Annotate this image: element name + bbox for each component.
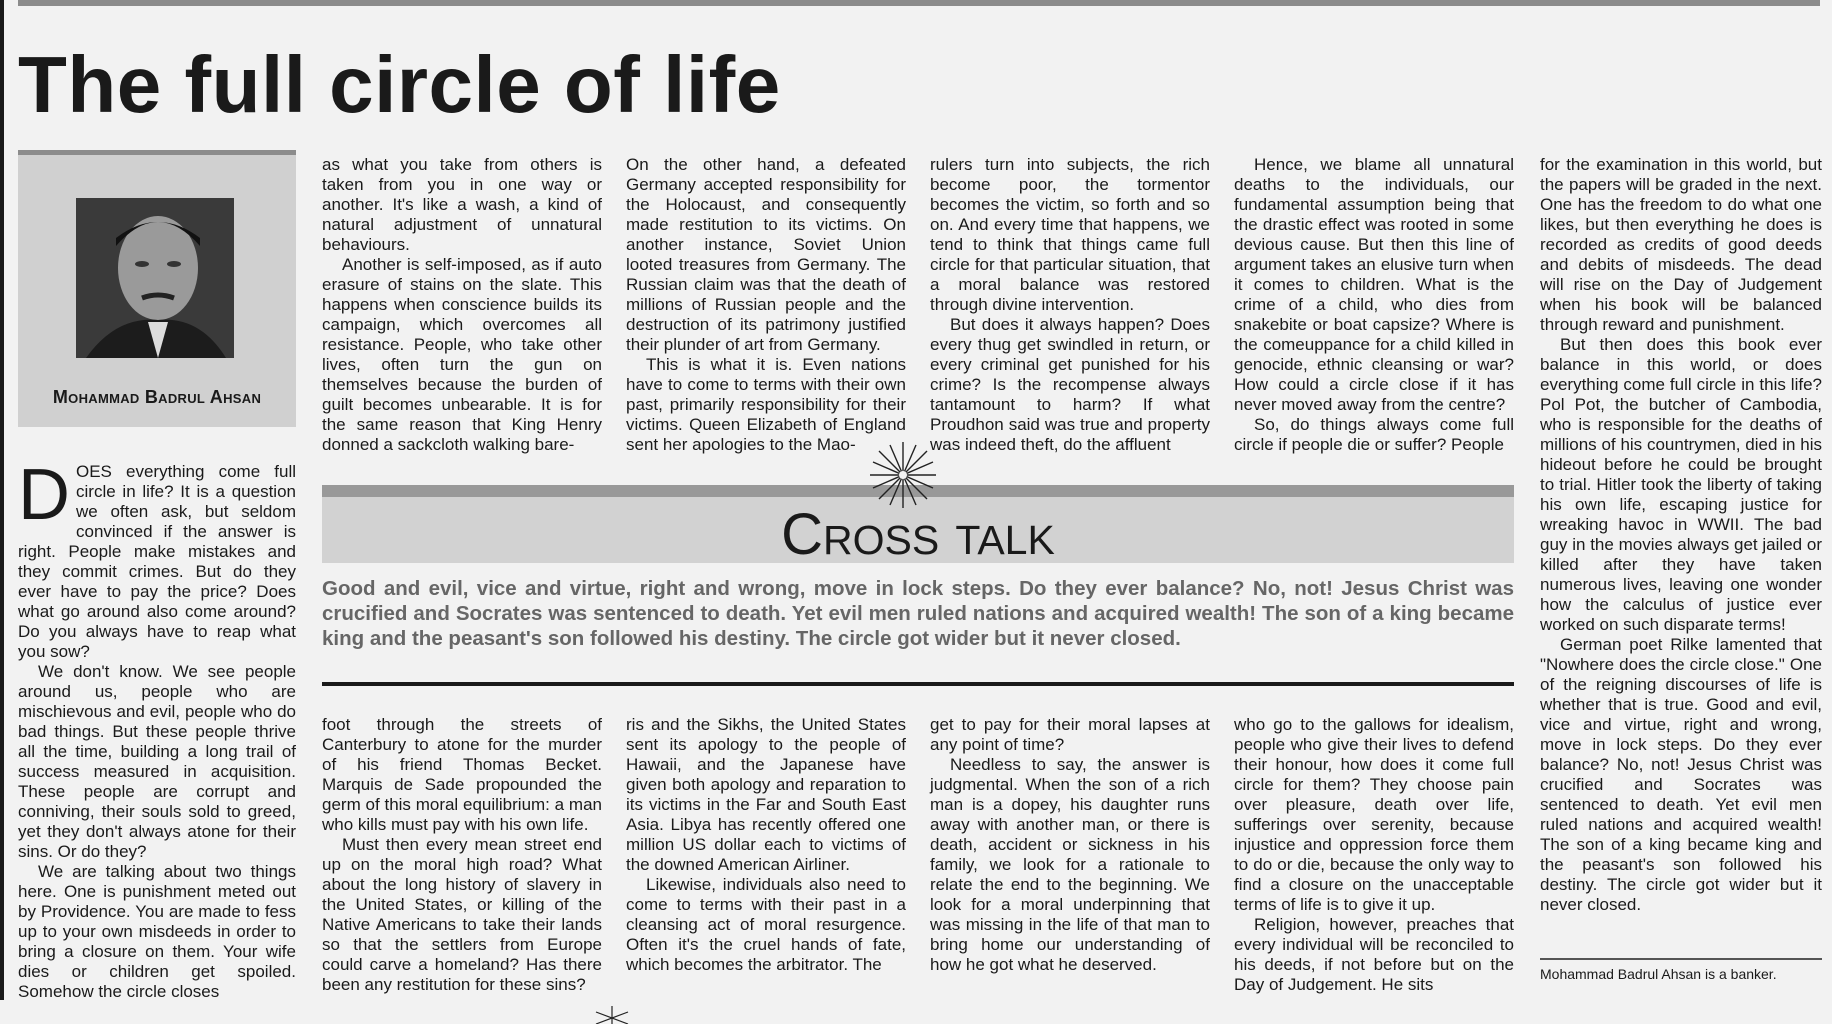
paragraph: Another is self-imposed, as if auto erasure of stains on the slate. This happens when conscience builds its campaign, which overcomes all resistance. People, who take other lives, often turn the gun on themselves because the burden of guilt becomes unbearable. It is for the same reason that King Henry donned a sackcloth walking bare- [322, 255, 602, 454]
paragraph: So, do things always come full circle if people die or suffer? People [1234, 415, 1514, 454]
article-column-6 [1540, 155, 1822, 915]
author-portrait-icon [76, 198, 234, 358]
author-box [18, 150, 296, 427]
paragraph: Needless to say, the answer is judgmental. When the son of a rich man is a dopey, his daughter runs away with another man, or there is death, accident or sickness in his family, we look for a rationale to relate the end to the beginning. We look for a moral underpinning that was missing in the life of that man to bring home our understanding of how he got what he deserved. [930, 755, 1210, 974]
paragraph: This is what it is. Even nations have to come to terms with their own past, primarily responsibility for their victims. Queen Elizabeth of England sent her apologies to the Mao- [626, 355, 906, 454]
section-divider [322, 682, 1514, 686]
drop-cap: D [18, 455, 70, 535]
paragraph: Must then every mean street end up on the moral high road? What about the long history of slavery in the United States, or killing of the Native Americans to take their lands so that the settlers from Europe could carve a homeland? Has there been any restitution for these sins? [322, 835, 602, 994]
paragraph: rulers turn into subjects, the rich become poor, the tormentor becomes the victim, so forth and so on. And every time that happens, we tend to think that things came full circle for that particular situation, that a moral balance was restored through divine intervention. [930, 155, 1210, 314]
paragraph: foot through the streets of Canterbury to atone for the murder of his friend Thomas Becket. Marquis de Sade propounded the germ of this moral equilibrium: a man who kills must pay with his own life. [322, 715, 602, 834]
paragraph: OES everything come full circle in life? It is a question we often ask, but seldom convinced if the answer is right. People make mistakes and they commit crimes. But do they ever have to pay the price? Does what go around also come around? Do you always have to reap what you sow? [18, 462, 296, 661]
article-column-3-top [626, 155, 906, 455]
paragraph: get to pay for their moral lapses at any point of time? [930, 715, 1210, 754]
paragraph: who go to the gallows for idealism, people who give their lives to defend their honour, how does it come full circle for them? They choose pain over pleasure, death over life, sufferings over serenity, because injustice and oppression force them to do or die, because the only way to find a closure on the unacceptable terms of life is to give it up. [1234, 715, 1514, 914]
paragraph: for the examination in this world, but the papers will be graded in the next. One has the freedom to do what one likes, but then everything he does is recorded as credits of good deeds and debits of misdeeds. The dead will rise on the Day of Judgement when his book will be balanced through reward and punishment. [1540, 155, 1822, 334]
paragraph: ris and the Sikhs, the United States sent its apology to the people of Hawaii, and the Japanese have given both apology and reparation to its victims in the Far and South East Asia. Libya has recently offered one million US dollar each to victims of the downed American Airliner. [626, 715, 906, 874]
headline: The full circle of life [18, 40, 781, 129]
paragraph: But then does this book ever balance in this world, or does everything come full circle in this life? Pol Pot, the butcher of Cambodia, who is responsible for the deaths of millions of his countrymen, died in his hideout before he could be brought to trial. Hitler took the liberty of taking his own life, escaping justice for wreaking havoc in WWII. The bad guy in the movies always get jailed or killed after they have taken numerous lives, leaving one wonder how the calculus of justice ever worked on such disparate terms! [1540, 335, 1822, 634]
paragraph: On the other hand, a defeated Germany accepted responsibility for the Holocaust, and consequently made restitution to its victims. On another instance, Soviet Union looted treasures from Germany. The Russian claim was that the death of millions of Russian people and the destruction of its patrimony justified their plunder of art from Germany. [626, 155, 906, 354]
article-column-4-top [930, 155, 1210, 455]
article-column-5-top [1234, 155, 1514, 455]
author-footnote: Mohammad Badrul Ahsan is a banker. [1540, 966, 1777, 982]
paragraph: Religion, however, preaches that every individual will be reconciled to his deeds, if not before but on the Day of Judgement. He sits [1234, 915, 1514, 994]
paragraph: We are talking about two things here. One is punishment meted out by Providence. You are made to fess up to your own misdeeds in order to bring a closure on them. Your wife dies or children get spoiled. Somehow the circle closes [18, 862, 296, 1001]
article-column-2-top [322, 155, 602, 455]
article-column-2-bottom [322, 715, 602, 995]
article-column-5-bottom [1234, 715, 1514, 995]
paragraph: as what you take from others is taken from you in one way or another. It's like a wash, a kind of natural adjustment of unnatural behaviours. [322, 155, 602, 254]
article-column-1 [18, 455, 296, 1002]
paragraph: Likewise, individuals also need to come to terms with their past in a cleansing act of moral resurgence. Often it's the cruel hands of fate, which becomes the arbitrator. The [626, 875, 906, 974]
paragraph: We don't know. We see people around us, people who are mischievous and evil, people who do bad things. But these people thrive all the time, building a long trail of success measured in acquisition. These people are corrupt and conniving, their souls sold to greed, yet they don't always atone for their sins. Or do they? [18, 662, 296, 861]
starburst-small-icon [590, 1004, 634, 1024]
paragraph: German poet Rilke lamented that "Nowhere does the circle close." One of the reigning discourses of life is whether that is true. Good and evil, vice and virtue, right and wrong, move in lock steps. Do they ever balance? No, not! Jesus Christ was crucified and Socrates was sentenced to death. Yet evil men ruled nations and acquired wealth! The son of a king became king and the peasant's son followed his destiny. The circle got wider but it never closed. [1540, 635, 1822, 914]
top-rule [18, 0, 1820, 6]
pull-quote: Good and evil, vice and virtue, right and wrong, move in lock steps. Do they ever balance? No, not! Jesus Christ was crucified and Socrates was sentenced to death. Yet evil men ruled nations and acquired wealth! The son of a king became king and the peasant's son followed his destiny. The circle got wider but it never closed. [322, 577, 1514, 650]
starburst-icon [868, 440, 938, 510]
paragraph: But does it always happen? Does every thug get swindled in return, or every criminal get punished for his crime? Is the recompense always tantamount to harm? If what Proudhon said was true and property was indeed theft, do the affluent [930, 315, 1210, 454]
article-column-4-bottom [930, 715, 1210, 975]
byline: Mohammad Badrul Ahsan [52, 387, 262, 407]
footnote-rule [1540, 958, 1822, 960]
left-margin-rule [0, 0, 4, 1000]
column-title: Cross talk [781, 502, 1055, 567]
article-column-3-bottom [626, 715, 906, 975]
paragraph: Hence, we blame all unnatural deaths to the individuals, our fundamental assumption being that the drastic effect was rooted in some devious cause. But then this line of argument takes an elusive turn when it comes to children. What is the crime of a child, who dies from snakebite or boat capsize? Where is the comeuppance for a child killed in genocide, ethnic cleansing or war? How could a circle close if it has never moved away from the centre? [1234, 155, 1514, 414]
